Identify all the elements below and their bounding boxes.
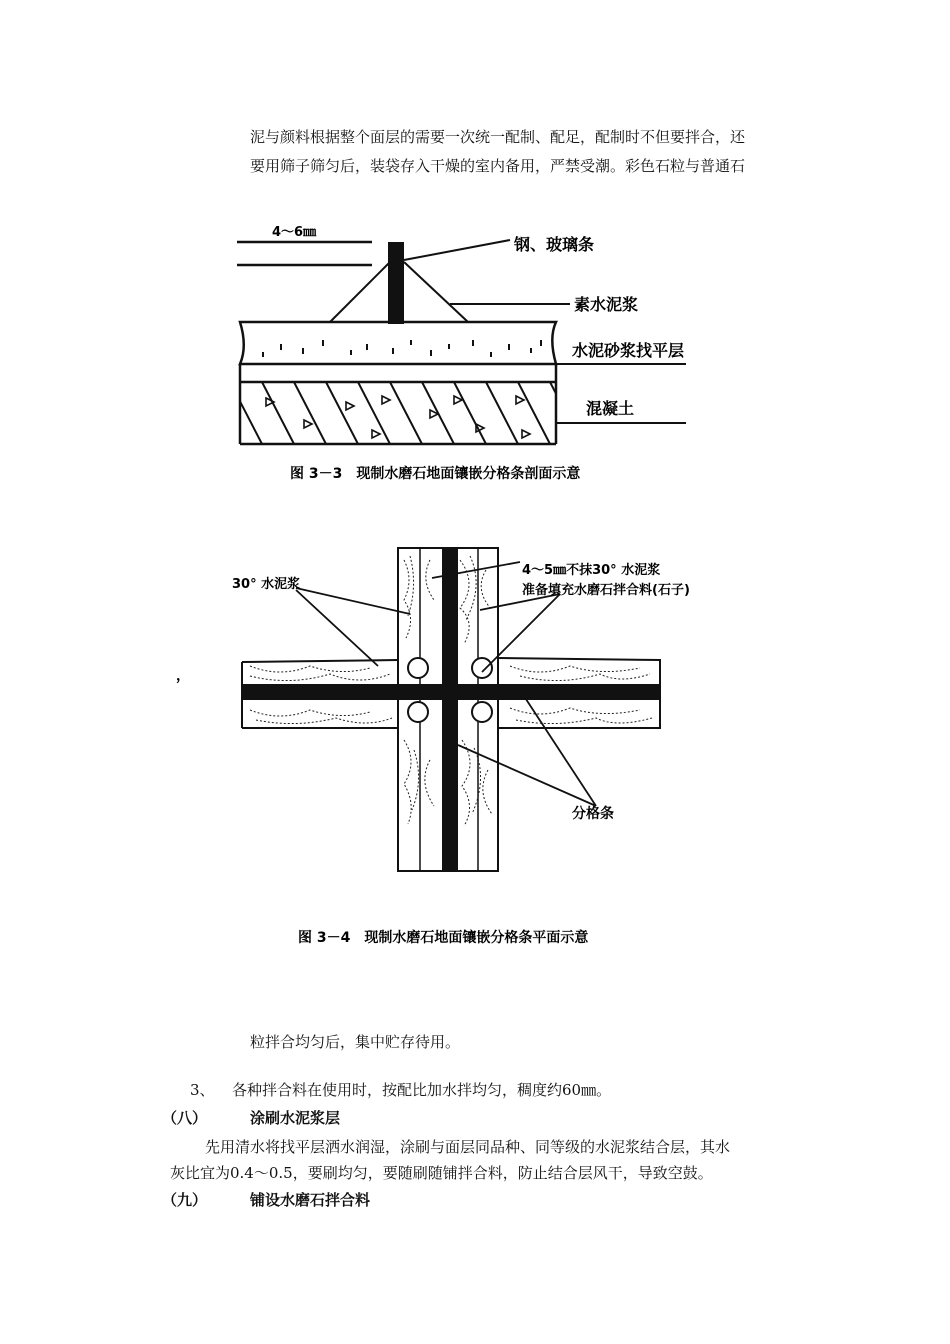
fig34-caption: 图 3－4 现制水磨石地面镶嵌分格条平面示意 bbox=[298, 930, 589, 946]
item-3-number: 3、 bbox=[190, 1081, 215, 1099]
fig34-label-left: 30° 水泥浆 bbox=[232, 577, 301, 592]
section-8-line-2: 灰比宜为0.4～0.5，要刷均匀，要随刷随铺拌合料，防止结合层风干，导致空鼓。 bbox=[170, 1164, 713, 1182]
fig33-label-mortar: 水泥砂浆找平层 bbox=[572, 341, 685, 360]
section-8-line-1: 先用清水将找平层洒水润湿，涂刷与面层同品种、同等级的水泥浆结合层，其水 bbox=[205, 1138, 731, 1156]
section-9-title: 铺设水磨石拌合料 bbox=[250, 1191, 371, 1209]
fig33-label-concrete: 混凝土 bbox=[586, 399, 635, 418]
fig34-label-strip: 分格条 bbox=[572, 806, 614, 822]
fig34-label-right-line2: 准备填充水磨石拌合料(石子) bbox=[522, 583, 690, 598]
fig33-label-paste: 素水泥浆 bbox=[574, 295, 639, 314]
fig34-label-right-line1: 4～5㎜不抹30° 水泥浆 bbox=[522, 563, 661, 578]
fig34-vertical-strip bbox=[442, 548, 458, 871]
fig33-label-strip: 钢、玻璃条 bbox=[514, 235, 595, 254]
fig33-dim-label: 4～6㎜ bbox=[272, 225, 317, 240]
section-8-number: （八） bbox=[162, 1109, 208, 1127]
paragraph-top-line-2: 要用筛子筛匀后，装袋存入干燥的室内备用，严禁受潮。彩色石粒与普通石 bbox=[250, 157, 746, 175]
section-8-title: 涂刷水泥浆层 bbox=[250, 1109, 341, 1127]
fig34-stray-mark: ， bbox=[176, 668, 190, 684]
paragraph-top-line-1: 泥与颜料根据整个面层的需要一次统一配制、配足，配制时不但要拌合，还 bbox=[250, 128, 746, 146]
section-9-number: （九） bbox=[162, 1191, 208, 1209]
paragraph-mid: 粒拌合均匀后，集中贮存待用。 bbox=[250, 1033, 461, 1051]
fig33-caption: 图 3－3 现制水磨石地面镶嵌分格条剖面示意 bbox=[290, 466, 581, 482]
fig34-horizontal-strip bbox=[242, 684, 660, 700]
item-3-text: 各种拌合料在使用时，按配比加水拌均匀，稠度约60㎜。 bbox=[232, 1081, 612, 1099]
